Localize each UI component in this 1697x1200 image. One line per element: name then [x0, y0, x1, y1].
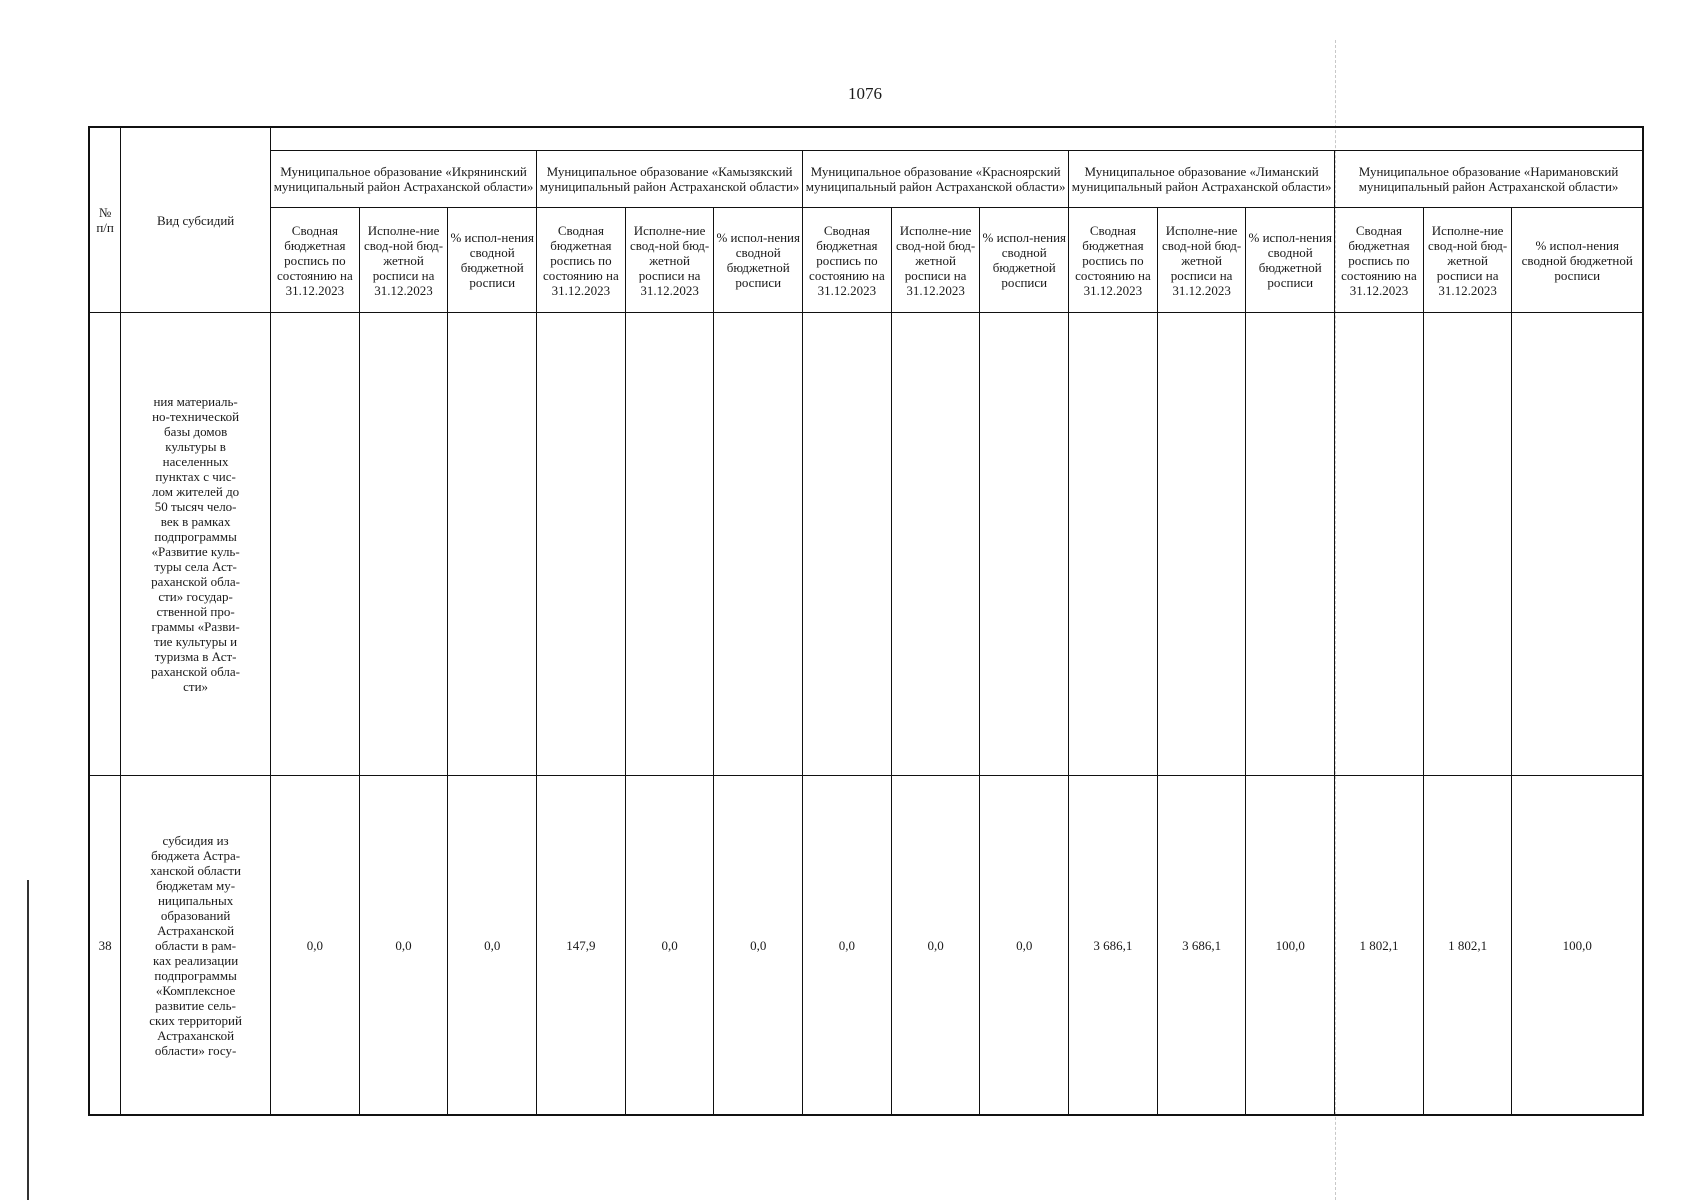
- page-number: 1076: [848, 84, 882, 103]
- execution-column-header: Исполне-ние свод-ной бюд-жетной росписи на 31.12.2023: [625, 208, 714, 313]
- value-cell: [271, 313, 360, 776]
- value-cell: 0,0: [625, 776, 714, 1116]
- municipality-header: Муниципальное образование «Камызякский муниципальный район Астраханской области»: [537, 151, 803, 208]
- value-cell: [537, 313, 626, 776]
- value-cell: 0,0: [359, 776, 448, 1116]
- value-cell: 100,0: [1246, 776, 1335, 1116]
- value-cell: 0,0: [714, 776, 803, 1116]
- percent-column-header: % испол-нения сводной бюджетной росписи: [1512, 208, 1643, 313]
- execution-column-header: Исполне-ние свод-ной бюд-жетной росписи на 31.12.2023: [1423, 208, 1512, 313]
- execution-column-header: Исполне-ние свод-ной бюд-жетной росписи на 31.12.2023: [359, 208, 448, 313]
- value-cell: [1157, 313, 1246, 776]
- value-cell: [714, 313, 803, 776]
- percent-column-header: % испол-нения сводной бюджетной росписи: [980, 208, 1069, 313]
- municipality-header: Муниципальное образование «Икрянинский муниципальный район Астраханской области»: [271, 151, 537, 208]
- percent-column-header: % испол-нения сводной бюджетной росписи: [448, 208, 537, 313]
- value-cell: [1069, 313, 1158, 776]
- value-cell: [1512, 313, 1643, 776]
- percent-column-header: % испол-нения сводной бюджетной росписи: [714, 208, 803, 313]
- subsidy-type-header: Вид субсидий: [121, 127, 271, 313]
- municipality-header-row: [89, 151, 1643, 208]
- value-cell: 3 686,1: [1069, 776, 1158, 1116]
- execution-column-header: Исполне-ние свод-ной бюд-жетной росписи на 31.12.2023: [891, 208, 980, 313]
- execution-column-header: Исполне-ние свод-ной бюд-жетной росписи на 31.12.2023: [1157, 208, 1246, 313]
- subsidy-report-table: [88, 126, 1644, 1116]
- value-cell: [1335, 313, 1424, 776]
- value-cell: 0,0: [980, 776, 1069, 1116]
- subsidy-description: субсидия из бюджета Астра- ханской области бюджетам му- ниципальных образований Астраханской области в рам- ках реализации подпрограммы «Комплексное развитие сель- ских территорий Астраханской области» госу-: [121, 776, 271, 1116]
- value-cell: [980, 313, 1069, 776]
- percent-column-header: % испол-нения сводной бюджетной росписи: [1246, 208, 1335, 313]
- value-cell: 0,0: [891, 776, 980, 1116]
- budget-column-header: Сводная бюджетная роспись по состоянию на 31.12.2023: [1335, 208, 1424, 313]
- value-cell: 100,0: [1512, 776, 1643, 1116]
- subsidy-description: ния материаль- но-технической базы домов культуры в населенных пунктах с чис- лом жителей до 50 тысяч чело- век в рамках подпрограммы «Развитие куль- туры села Аст- раханской обла- сти» государ- ственной про- граммы «Разви- тие культуры и туризма в Аст- раханской обла- сти»: [121, 313, 271, 776]
- municipality-header: Муниципальное образование «Красноярский муниципальный район Астраханской области»: [803, 151, 1069, 208]
- value-cell: 0,0: [271, 776, 360, 1116]
- header-top-strip: [271, 127, 1643, 151]
- value-cell: [891, 313, 980, 776]
- value-cell: 0,0: [448, 776, 537, 1116]
- value-cell: [1423, 313, 1512, 776]
- municipality-header: Муниципальное образование «Лиманский муниципальный район Астраханской области»: [1069, 151, 1335, 208]
- value-cell: 3 686,1: [1157, 776, 1246, 1116]
- table-row: [89, 313, 1643, 776]
- header-strip-row: [89, 127, 1643, 151]
- budget-column-header: Сводная бюджетная роспись по состоянию на 31.12.2023: [271, 208, 360, 313]
- margin-line: [27, 880, 29, 1200]
- row-number-header: № п/п: [89, 127, 121, 313]
- value-cell: 0,0: [803, 776, 892, 1116]
- budget-column-header: Сводная бюджетная роспись по состоянию на 31.12.2023: [803, 208, 892, 313]
- municipality-header: Муниципальное образование «Наримановский муниципальный район Астраханской области»: [1335, 151, 1643, 208]
- row-number: [89, 313, 121, 776]
- table-row: [89, 776, 1643, 1116]
- value-cell: 147,9: [537, 776, 626, 1116]
- budget-column-header: Сводная бюджетная роспись по состоянию на 31.12.2023: [1069, 208, 1158, 313]
- value-cell: [448, 313, 537, 776]
- value-cell: [803, 313, 892, 776]
- column-subheader-row: [89, 208, 1643, 313]
- value-cell: [359, 313, 448, 776]
- budget-column-header: Сводная бюджетная роспись по состоянию на 31.12.2023: [537, 208, 626, 313]
- value-cell: 1 802,1: [1423, 776, 1512, 1116]
- value-cell: [1246, 313, 1335, 776]
- value-cell: [625, 313, 714, 776]
- value-cell: 1 802,1: [1335, 776, 1424, 1116]
- row-number: 38: [89, 776, 121, 1116]
